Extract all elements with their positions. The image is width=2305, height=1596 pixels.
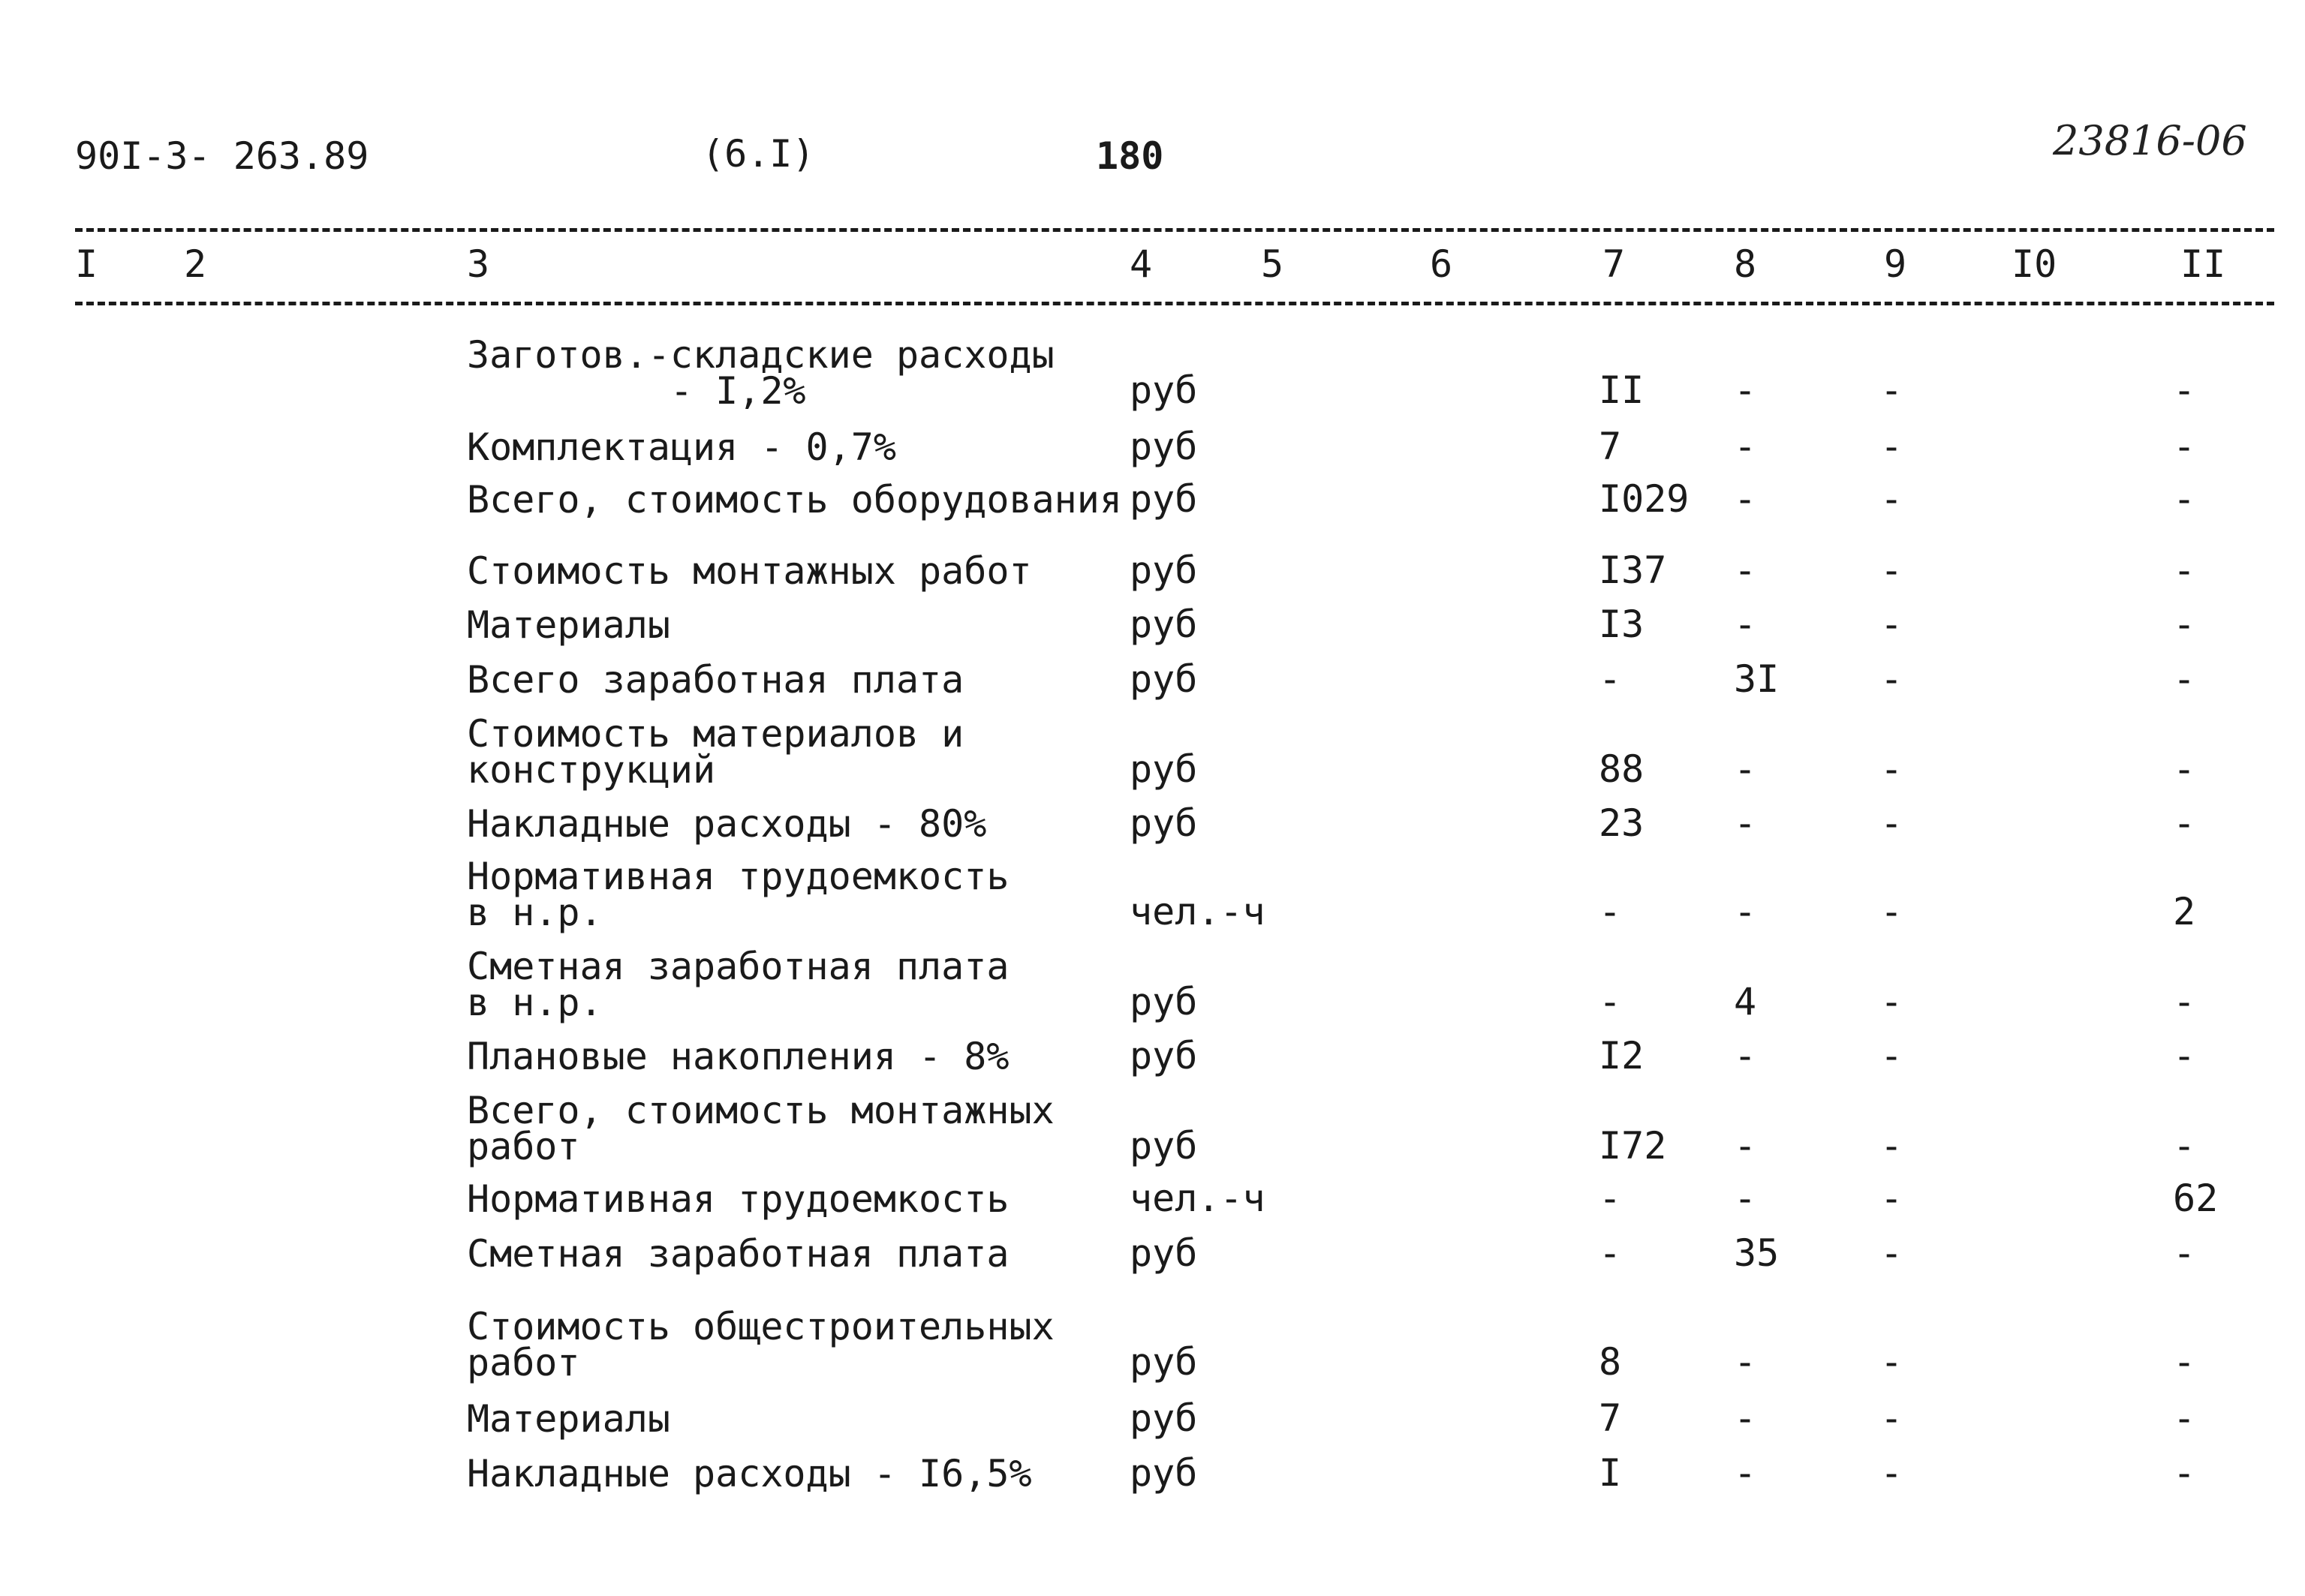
col11-value: - xyxy=(2173,1340,2196,1384)
item-name xyxy=(467,945,1010,1024)
unit-cell: руб xyxy=(1130,1396,1198,1440)
col7-value: - xyxy=(1599,890,1622,933)
unit-cell: чел.-ч xyxy=(1130,1177,1265,1220)
col7-value: - xyxy=(1599,1177,1622,1220)
col8-value: - xyxy=(1734,1451,1757,1495)
col8-value: - xyxy=(1734,368,1757,412)
col11-value: 62 xyxy=(2173,1177,2219,1220)
table-row xyxy=(0,1392,2305,1441)
col7-value: I2 xyxy=(1599,1034,1644,1078)
col7-value: I72 xyxy=(1599,1124,1667,1168)
item-name xyxy=(467,802,987,846)
col7-value: - xyxy=(1599,1231,1622,1275)
item-name xyxy=(467,603,670,647)
col11-value: - xyxy=(2173,801,2196,845)
col7-value: I029 xyxy=(1599,477,1690,521)
unit-cell: руб xyxy=(1130,980,1198,1023)
item-name xyxy=(467,712,964,792)
column-number-11: II xyxy=(2180,242,2226,286)
item-name-line: Стоимость монтажных работ xyxy=(467,549,1032,593)
col11-value: - xyxy=(2173,1124,2196,1168)
col8-value: - xyxy=(1734,425,1757,468)
unit-cell: руб xyxy=(1130,477,1198,521)
col8-value: - xyxy=(1734,1396,1757,1440)
column-number-2: 2 xyxy=(184,242,207,286)
item-name-line: Накладные расходы - I6,5% xyxy=(467,1452,1032,1495)
item-name-line: Нормативная трудоемкость xyxy=(467,855,1010,898)
document-number: 90I-3- 263.89 xyxy=(75,134,369,178)
col7-value: - xyxy=(1599,657,1622,701)
col11-value: - xyxy=(2173,477,2196,521)
item-name-line: в н.р. xyxy=(467,981,603,1024)
unit-cell: чел.-ч xyxy=(1130,890,1265,933)
col8-value: - xyxy=(1734,1124,1757,1168)
unit-cell: руб xyxy=(1130,1034,1198,1078)
col7-value: I xyxy=(1599,1451,1622,1495)
table-row xyxy=(0,420,2305,469)
item-name-line: Комплектация - 0,7% xyxy=(467,425,896,469)
item-name xyxy=(467,1177,1010,1221)
col11-value: 2 xyxy=(2173,890,2196,933)
unit-cell: руб xyxy=(1130,801,1198,845)
table-row xyxy=(0,653,2305,702)
item-name-line: работ xyxy=(467,1341,580,1384)
item-name-line: конструкций xyxy=(467,748,716,792)
item-name xyxy=(467,1089,1055,1168)
col8-value: 4 xyxy=(1734,980,1757,1023)
item-name xyxy=(467,1232,1010,1276)
item-name-line: Стоимость общестроительных xyxy=(467,1305,1055,1348)
item-name-line: Сметная заработная плата xyxy=(467,945,1010,988)
col9-value: - xyxy=(1880,890,1903,933)
col9-value: - xyxy=(1880,1177,1903,1220)
table-row xyxy=(0,1029,2305,1078)
unit-cell: руб xyxy=(1130,1340,1198,1384)
col11-value: - xyxy=(2173,368,2196,412)
table-row xyxy=(0,945,2305,1024)
item-name-line: Заготов.-складские расходы xyxy=(467,333,1055,377)
col8-value: - xyxy=(1734,747,1757,791)
col9-value: - xyxy=(1880,549,1903,592)
col9-value: - xyxy=(1880,477,1903,521)
page-number: 180 xyxy=(1096,134,1164,178)
item-name-line: Всего заработная плата xyxy=(467,658,964,702)
item-name-line: Нормативная трудоемкость xyxy=(467,1177,1010,1221)
col8-value: - xyxy=(1734,1340,1757,1384)
table-row xyxy=(0,333,2305,413)
col7-value: 7 xyxy=(1599,1396,1622,1440)
table-row xyxy=(0,1172,2305,1221)
col9-value: - xyxy=(1880,603,1903,646)
item-name-line: Всего, стоимость оборудования xyxy=(467,478,1122,521)
column-number-6: 6 xyxy=(1430,242,1453,286)
item-name-line: Стоимость материалов и xyxy=(467,712,964,756)
item-name xyxy=(467,1035,1010,1078)
table-row xyxy=(0,797,2305,846)
unit-cell: руб xyxy=(1130,1124,1198,1168)
col9-value: - xyxy=(1880,425,1903,468)
table-row xyxy=(0,855,2305,934)
item-name-line: Материалы xyxy=(467,603,670,647)
col11-value: - xyxy=(2173,747,2196,791)
unit-cell: руб xyxy=(1130,549,1198,592)
item-name-line: Накладные расходы - 80% xyxy=(467,802,987,846)
col11-value: - xyxy=(2173,549,2196,592)
item-name xyxy=(467,1452,1032,1495)
col8-value: - xyxy=(1734,1177,1757,1220)
column-number-8: 8 xyxy=(1734,242,1757,286)
item-name xyxy=(467,549,1032,593)
col9-value: - xyxy=(1880,1124,1903,1168)
table-row xyxy=(0,1447,2305,1495)
col11-value: - xyxy=(2173,657,2196,701)
col8-value: - xyxy=(1734,603,1757,646)
table-row xyxy=(0,473,2305,521)
item-name xyxy=(467,658,964,702)
col9-value: - xyxy=(1880,1396,1903,1440)
col8-value: - xyxy=(1734,801,1757,845)
col8-value: - xyxy=(1734,1034,1757,1078)
column-number-9: 9 xyxy=(1884,242,1907,286)
unit-cell: руб xyxy=(1130,747,1198,791)
column-number-4: 4 xyxy=(1130,242,1153,286)
item-name xyxy=(467,1305,1055,1384)
unit-cell: руб xyxy=(1130,368,1198,412)
table-row xyxy=(0,1227,2305,1276)
col11-value: - xyxy=(2173,603,2196,646)
col7-value: I3 xyxy=(1599,603,1644,646)
item-name xyxy=(467,478,1122,521)
unit-cell: руб xyxy=(1130,657,1198,701)
col7-value: 7 xyxy=(1599,425,1622,468)
item-name-line: работ xyxy=(467,1125,580,1168)
item-name-line: Сметная заработная плата xyxy=(467,1232,1010,1276)
col11-value: - xyxy=(2173,425,2196,468)
section-number: (6.I) xyxy=(702,132,815,176)
col8-value: - xyxy=(1734,549,1757,592)
unit-cell: руб xyxy=(1130,1451,1198,1495)
col8-value: 3I xyxy=(1734,657,1780,701)
col9-value: - xyxy=(1880,1451,1903,1495)
table-row xyxy=(0,1305,2305,1384)
col11-value: - xyxy=(2173,1034,2196,1078)
item-name xyxy=(467,1397,670,1441)
item-name xyxy=(467,333,1055,413)
col7-value: I37 xyxy=(1599,549,1667,592)
col9-value: - xyxy=(1880,980,1903,1023)
col8-value: 35 xyxy=(1734,1231,1780,1275)
column-number-10: I0 xyxy=(2012,242,2057,286)
column-number-3: 3 xyxy=(467,242,490,286)
col11-value: - xyxy=(2173,1451,2196,1495)
unit-cell: руб xyxy=(1130,425,1198,468)
col9-value: - xyxy=(1880,801,1903,845)
col9-value: - xyxy=(1880,368,1903,412)
item-name-line: в н.р. xyxy=(467,891,603,934)
col7-value: - xyxy=(1599,980,1622,1023)
col8-value: - xyxy=(1734,890,1757,933)
col7-value: 23 xyxy=(1599,801,1644,845)
unit-cell: руб xyxy=(1130,1231,1198,1275)
table-row xyxy=(0,544,2305,593)
handwritten-inventory-code: 23816-06 xyxy=(2053,117,2247,164)
col9-value: - xyxy=(1880,1034,1903,1078)
table-row xyxy=(0,598,2305,647)
col9-value: - xyxy=(1880,1231,1903,1275)
item-name-line: Материалы xyxy=(467,1397,670,1441)
item-name-line: Всего, стоимость монтажных xyxy=(467,1089,1055,1132)
table-row xyxy=(0,712,2305,792)
table-row xyxy=(0,1089,2305,1168)
item-name-line: Плановые накопления - 8% xyxy=(467,1035,1010,1078)
col7-value: II xyxy=(1599,368,1644,412)
col8-value: - xyxy=(1734,477,1757,521)
col11-value: - xyxy=(2173,1396,2196,1440)
col7-value: 88 xyxy=(1599,747,1644,791)
unit-cell: руб xyxy=(1130,603,1198,646)
col9-value: - xyxy=(1880,747,1903,791)
item-name xyxy=(467,855,1010,934)
item-name xyxy=(467,425,896,469)
col11-value: - xyxy=(2173,1231,2196,1275)
item-name-line: - I,2% xyxy=(467,369,806,413)
col9-value: - xyxy=(1880,657,1903,701)
col11-value: - xyxy=(2173,980,2196,1023)
column-number-7: 7 xyxy=(1602,242,1626,286)
col7-value: 8 xyxy=(1599,1340,1622,1384)
column-number-5: 5 xyxy=(1261,242,1284,286)
col9-value: - xyxy=(1880,1340,1903,1384)
column-number-1: I xyxy=(75,242,98,286)
